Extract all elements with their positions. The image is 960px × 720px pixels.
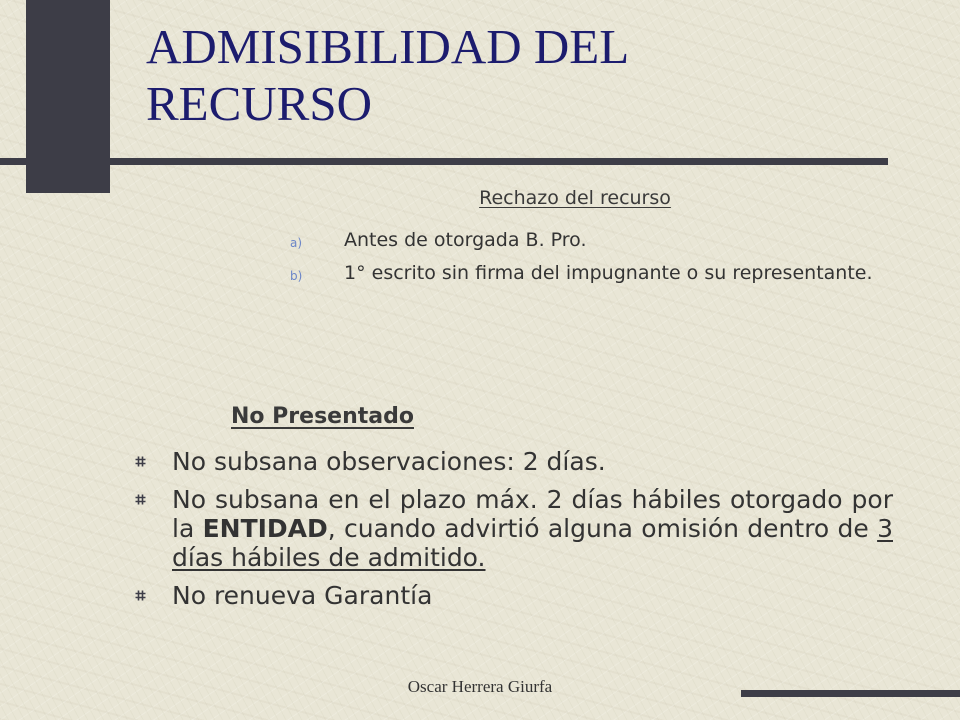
- title-line-1: ADMISIBILIDAD DEL: [146, 19, 630, 74]
- title-line-2: RECURSO: [146, 76, 373, 131]
- section-heading: No Presentado: [231, 404, 414, 429]
- subtitle: Rechazo del recurso: [479, 187, 671, 209]
- bullet-item: [135, 447, 893, 476]
- entity-emphasis: ENTIDAD: [202, 514, 328, 543]
- bullet-item: [135, 581, 893, 610]
- footer-bar: [741, 690, 960, 697]
- slide-title: [146, 18, 629, 132]
- title-divider-bar: [0, 158, 888, 165]
- footer-author: Oscar Herrera Giurfa: [407, 677, 553, 696]
- hash-bullet-icon: [135, 590, 146, 601]
- list-item-text: 1° escrito sin firma del impugnante o su representante.: [344, 262, 873, 284]
- list-marker: a): [290, 236, 303, 250]
- bullet-text: No renueva Garantía: [172, 581, 433, 610]
- bullet-item: [135, 485, 893, 572]
- bullet-text-part: , cuando advirtió alguna omisión dentro de: [327, 514, 878, 543]
- list-item: [290, 259, 880, 287]
- rejection-list: [290, 226, 880, 292]
- list-item: [290, 226, 880, 254]
- hash-bullet-icon: [135, 494, 146, 505]
- hash-bullet-icon: [135, 456, 146, 467]
- bullet-text: No subsana observaciones: 2 días.: [172, 447, 606, 476]
- list-marker: b): [290, 269, 303, 283]
- bullet-text-part: No subsana en el plazo máx. 2 días hábiles otorgado por la: [172, 485, 893, 543]
- list-item-text: Antes de otorgada B. Pro.: [344, 229, 587, 251]
- bullet-list: [135, 447, 893, 619]
- deadline-underlined: 3 días hábiles de admitido.: [172, 514, 893, 572]
